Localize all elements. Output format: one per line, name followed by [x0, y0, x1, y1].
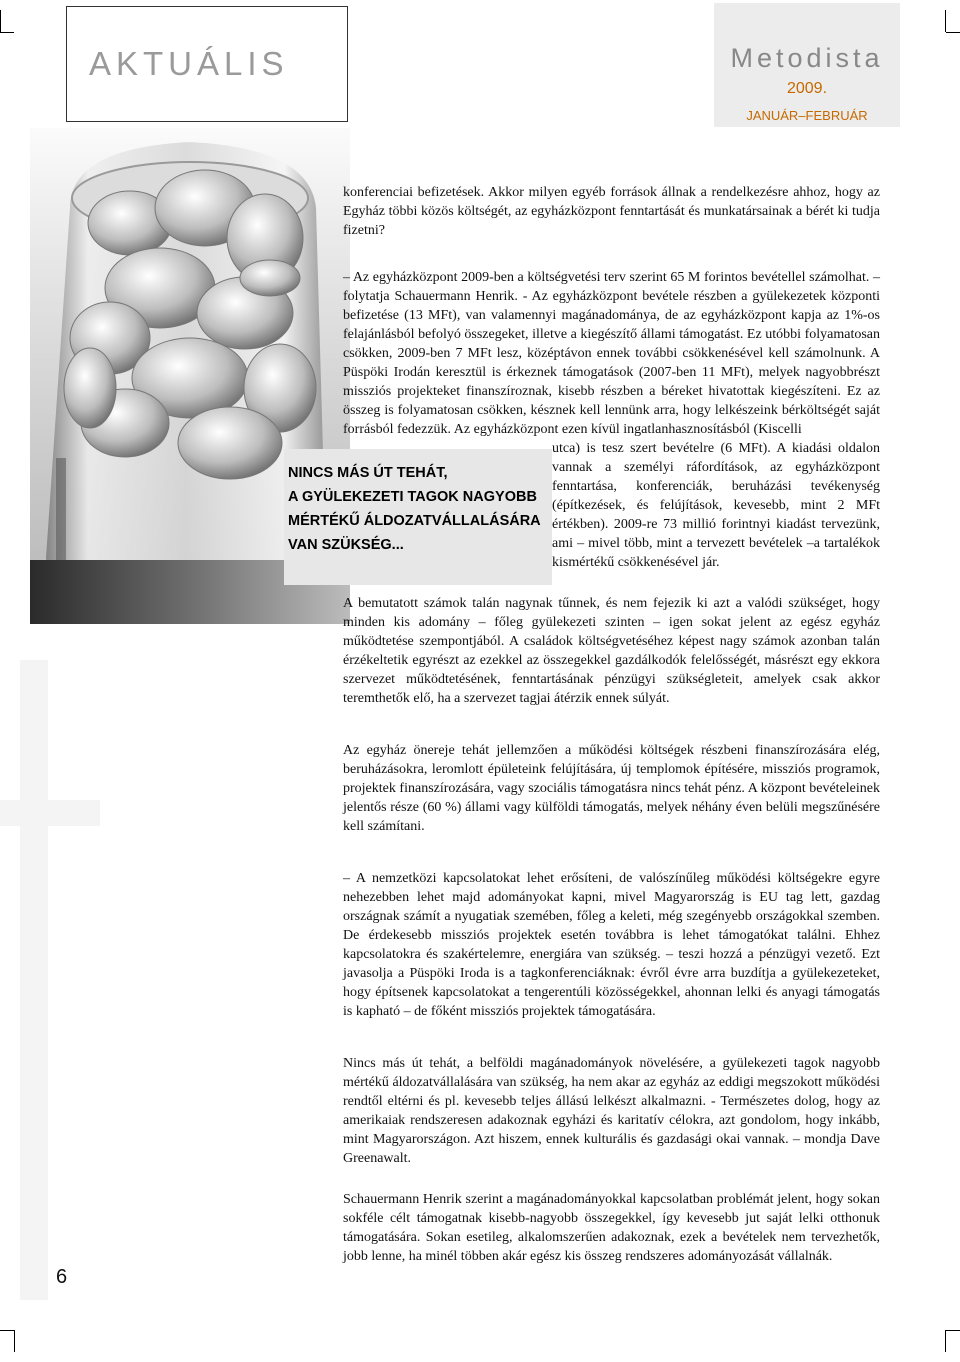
- magazine-name: Metodista: [730, 43, 884, 73]
- pull-quote-line: VAN SZÜKSÉG...: [288, 537, 404, 553]
- cross-watermark-icon: [0, 620, 120, 1320]
- crop-mark: [0, 1330, 14, 1331]
- article-body: [343, 183, 880, 1266]
- crop-mark: [0, 32, 14, 33]
- pull-quote-line: NINCS MÁS ÚT TEHÁT,: [288, 465, 448, 481]
- pull-quote-line: MÉRTÉKŰ ÁLDOZATVÁLLALÁSÁRA: [288, 513, 541, 529]
- crop-mark: [946, 1330, 960, 1331]
- magazine-header-box: [714, 3, 900, 127]
- section-header-box: [66, 6, 348, 122]
- issue-year: 2009.: [786, 80, 828, 97]
- page-number: 6: [56, 1266, 68, 1288]
- paragraph: Nincs más út tehát, a belföldi magánadományok növelésére, a gyülekezeti tagok nagyobb mértékű áldozatvállalására van szükség, ha nem akar az egyház az eddigi megszokott működési rendtől eltérni és pl. kevesebb teljes állású lelkészt alkalmazni. - Természetes dolog, hogy az amerikaiak rendszeresen adakoznak egyházi és karitatív célokra, azt gondolom, hogy inkább, mint Magyarországon. Azt hiszem, ennek kulturális és gazdasági okai vannak. – mondja Dave Greenawalt.: [343, 1056, 880, 1166]
- pull-quote-line: A GYÜLEKEZETI TAGOK NAGYOBB: [288, 489, 537, 505]
- crop-mark: [0, 10, 1, 32]
- paragraph: Az egyház önereje tehát jellemzően a működési költségek részbeni finanszírozására elég, beruházásokra, leromlott épületeink felújítására, új templomok építésére, missziós programok, projektek finanszírozására, vagy szociális támogatásra nincs tehát pénz. A központ bevételeinek jelentős része (60 %) állami vagy külföldi támogatás, melyek néhány éven belüli megszűnésére kell számítani.: [343, 743, 880, 834]
- paragraph: A bemutatott számok talán nagynak tűnnek, és nem fejezik ki azt a valódi szükséget, hogy minden kis adomány – főleg gyülekezeti szinten – igen sokat jelent az egész egyház működtetése szempontjából. A családok költségvetéséhez képest nagy számok azonban talán érzékeltetik egyrészt az ezekkel az összegekkel gazdálkodók felelősségét, másrészt egy ekkora szervezet működtetésének, fenntartásának pénzügyi szükségleteit, amelyek csak akkor teremthetők elő, ha a szervezet tagjai átérzik ennek súlyát.: [343, 596, 880, 706]
- paragraph-continued: utca) is tesz szert bevételre (6 MFt). A kiadási oldalon vannak a személyi ráfordítások, az egyházközpont fenntartása, konferenciák, beruházási tevékenység (építkezések, és felújítások, kevesebb, mint 2 MFt értékben). 2009-re 73 millió forintnyi kiadást tervezünk, ami – mivel több, mint a tervezett bevételek –a tartalékok kismértékű csökkenésével jár.: [552, 441, 880, 570]
- paragraph: Schauermann Henrik szerint a magánadományokkal kapcsolatban problémát jelent, hogy sokan sokféle célt támogatnak kisebb-nagyobb összegekkel, így kevesebb jut saját lelki otthonuk támogatására. Sokan esetileg, alkalomszerűen adakoznak, ezek a bevételek nem tervezhetők, jobb lenne, ha minél többen akár egész kis összeg rendszeres adományozását vállalnák.: [343, 1192, 880, 1264]
- paragraph: konferenciai befizetések. Akkor milyen egyéb források állnak a rendelkezésre ahhoz, hogy az Egyház többi közös költségét, az egyházközpont fenntartását és munkatársainak a bérét ki tudja fizetni?: [343, 185, 880, 238]
- section-title: AKTUÁLIS: [89, 45, 289, 82]
- crop-mark: [945, 1330, 946, 1352]
- issue-months: JANUÁR–FEBRUÁR: [746, 108, 868, 123]
- paragraph: – Az egyházközpont 2009-ben a költségvetési terv szerint 65 M forintos bevétellel számolhat. – folytatja Schauermann Henrik. - Az egyházközpont bevétele részben a gyülekezetek központi befizetése (13 MFt), van valamennyi magánadománya, de az egyházközpont kapja az 1%-os felajánlásból befolyó összegeket, illetve a kiegészítő állami támogatást. Ez utóbbi folyamatosan csökken, 2009-ben 7 MFt lesz, középtávon ennek további csökkenésével kell számolnunk. A Püspöki Irodán keresztül is érkeznek támogatások (2007-ben 11 MFt), melyek nagyobbrészt missziós projekteket finanszíroznak, kisebb részben a béreket hivatottak kiegészíteni. Ez az összeg is folyamatosan csökken, késznek kell lennünk arra, hogy lelkészeink bérköltségét saját forrásból fedezzük. Az egyházközpont ezen kívül ingatlanhasznosításból (Kiscelli: [343, 270, 880, 437]
- paragraph: – A nemzetközi kapcsolatokat lehet erősíteni, de valószínűleg működési költségekre egyre nehezebben lehet majd adományokat kapni, mivel Magyarország is EU tag lett, gazdag országnak számít a nyugatiak szemében, főleg a keleti, még szegényebb országokkal szemben. De érdekesebb missziós projektek esetén továbbra is lehet támogatókat találni. Ehhez kapcsolatokra és szakértelemre, energiára van szükség. – teszi hozzá a pénzügyi vezető. Ezt javasolja a Püspöki Iroda is a tagkonferenciáknak: évről évre arra buzdítja a gyülekezeteket, hogy építsenek kapcsolatokat a tengerentúli közösségekkel, ahonnan lelki és anyagi támogatás is kapható – de főként missziós projektek támogatására.: [343, 871, 880, 1019]
- crop-mark: [946, 32, 960, 33]
- crop-mark: [945, 10, 946, 32]
- crop-mark: [14, 1330, 15, 1352]
